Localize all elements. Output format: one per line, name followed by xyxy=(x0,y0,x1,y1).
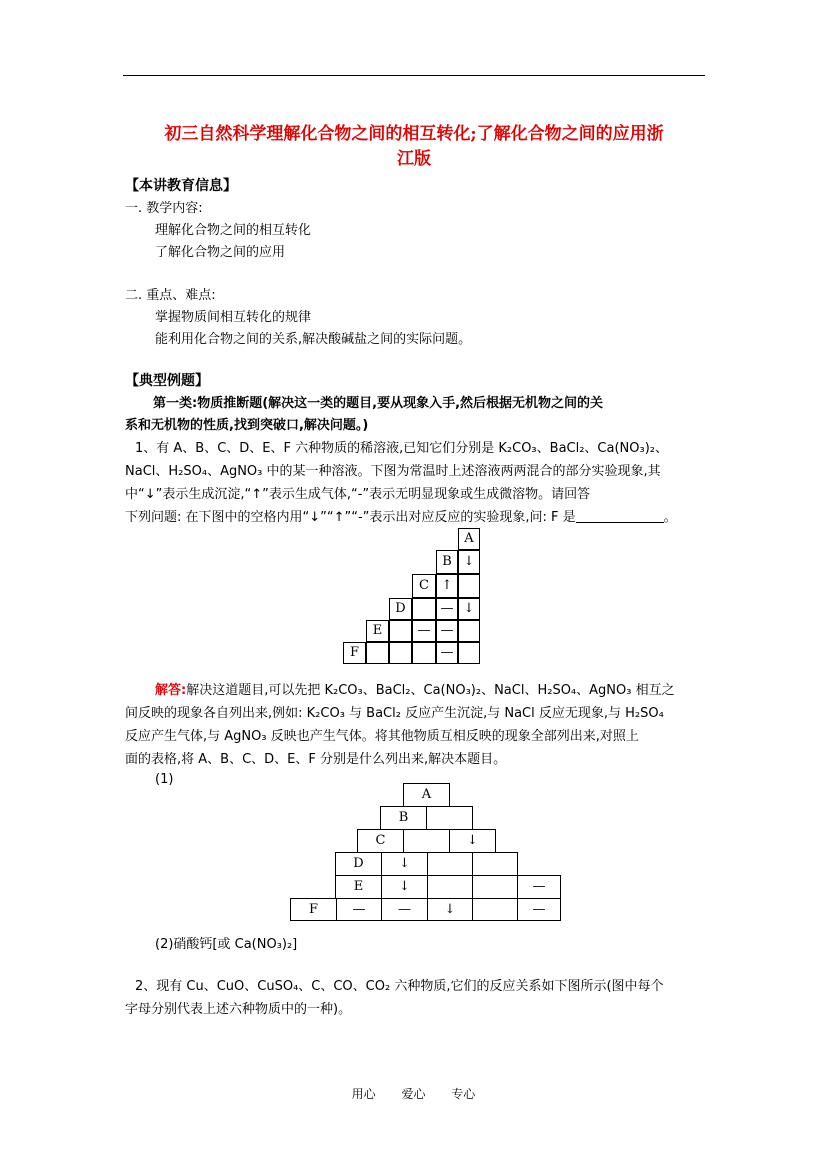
part2-answer: (2)硝酸钙[或 Ca(NO₃)₂] xyxy=(155,937,298,952)
table2-cell-d-b xyxy=(427,852,473,876)
table1-cell-c-a xyxy=(458,574,480,598)
answer-line4: 面的表格,将 A、B、C、D、E、F 分别是什么列出来,解决本题目。 xyxy=(125,752,507,767)
table2-mark-f-b: ↓ xyxy=(427,898,473,921)
table1-cell-e-d xyxy=(389,620,412,642)
category1-line1: 第一类:物质推断题(解决这一类的题目,要从现象入手,然后根据无机物之间的关 xyxy=(153,396,604,411)
q1-line3: 中“↓”表示生成沉淀,“↑”表示生成气体,“-”表示无明显现象或生成微溶物。请回答 xyxy=(125,487,591,502)
answer-line1 xyxy=(155,679,675,698)
table1-cell-d-c xyxy=(412,598,436,620)
item1-label: 一. 教学内容: xyxy=(125,201,203,216)
table1-cell-f-a xyxy=(458,642,480,664)
table1-mark-b-a: ↓ xyxy=(458,550,480,574)
table2-mark-f-a: — xyxy=(517,898,561,921)
section-heading-info: 【本讲教育信息】 xyxy=(125,178,237,194)
page-footer: 用心 爱心 专心 xyxy=(351,1087,476,1101)
table2-label-f: F xyxy=(290,898,337,921)
table2-cell-b-a xyxy=(426,806,473,830)
table1-mark-c-b: ↑ xyxy=(436,574,458,598)
table1-mark-f-b: — xyxy=(436,642,458,664)
table2-cell-d-a xyxy=(472,852,518,876)
answer-line1-text: 解决这道题目,可以先把 K₂CO₃、BaCl₂、Ca(NO₃)₂、NaCl、H₂SO₄、AgNO₃ 相互之 xyxy=(186,683,675,698)
table2-mark-e-c: ↓ xyxy=(381,875,428,899)
table1-cell-f-e xyxy=(366,642,389,664)
item2-line2: 能利用化合物之间的关系,解决酸碱盐之间的实际问题。 xyxy=(155,332,472,347)
answer-blank xyxy=(576,508,664,523)
q1-line4-text: 下列问题: 在下图中的空格内用“↓”“↑”“-”表示出对应反应的实验现象,问: F 是 xyxy=(125,510,576,525)
item2-line1: 掌握物质间相互转化的规律 xyxy=(155,310,312,325)
part1-label: (1) xyxy=(155,772,174,787)
q1-line4 xyxy=(125,506,677,525)
q2-line1: 2、现有 Cu、CuO、CuSO₄、C、CO、CO₂ 六种物质,它们的反应关系如下图所示(图中每个 xyxy=(135,979,664,994)
table1-cell-f-d xyxy=(389,642,412,664)
header-rule xyxy=(123,75,705,76)
q1-end: 。 xyxy=(663,510,677,525)
q2-line2: 字母分别代表上述六种物质中的一种)。 xyxy=(125,1002,352,1017)
item1-line2: 了解化合物之间的应用 xyxy=(155,245,286,260)
table1-label-a: A xyxy=(458,528,480,550)
table1-label-b: B xyxy=(436,550,458,574)
table2-label-a: A xyxy=(403,783,450,807)
table1-label-f: F xyxy=(343,642,366,664)
table1-cell-f-c xyxy=(412,642,436,664)
table2-cell-e-b xyxy=(427,875,473,899)
table2-label-d: D xyxy=(335,852,382,876)
document-title: 初三自然科学理解化合物之间的相互转化;了解化合物之间的应用浙 江版 xyxy=(164,124,664,169)
q1-line2: NaCl、H₂SO₄、AgNO₃ 中的某一种溶液。下图为常温时上述溶液两两混合的部分实验现象,其 xyxy=(125,464,661,479)
table1-label-e: E xyxy=(366,620,389,642)
table2-cell-e-x xyxy=(472,875,518,899)
section-heading-examples: 【典型例题】 xyxy=(125,373,209,389)
table1-mark-e-c: — xyxy=(412,620,436,642)
table1-label-c: C xyxy=(412,574,436,598)
table2-mark-f-d: — xyxy=(381,898,428,921)
table1-mark-d-a: ↓ xyxy=(458,598,480,620)
table2-cell-c-b xyxy=(403,829,450,853)
table1-mark-d-b: — xyxy=(436,598,458,620)
category1-line2: 系和无机物的性质,找到突破口,解决问题。) xyxy=(125,418,369,433)
table2-cell-f-x xyxy=(472,898,518,921)
table1-cell-e-a xyxy=(458,620,480,642)
q1-line1: 1、有 A、B、C、D、E、F 六种物质的稀溶液,已知它们分别是 K₂CO₃、BaCl₂、Ca(NO₃)₂、 xyxy=(135,441,669,456)
table2-mark-c-a: ↓ xyxy=(449,829,496,853)
table2-label-b: B xyxy=(380,806,427,830)
table2-mark-f-e: — xyxy=(336,898,382,921)
item2-label: 二. 重点、难点: xyxy=(125,288,216,303)
item1-line1: 理解化合物之间的相互转化 xyxy=(155,223,312,238)
table2-label-e: E xyxy=(335,875,382,899)
table1-label-d: D xyxy=(389,598,412,620)
answer-line2: 间反映的现象各自列出来,例如: K₂CO₃ 与 BaCl₂ 反应产生沉淀,与 NaCl 反应无现象,与 H₂SO₄ xyxy=(125,706,664,721)
table2-mark-d-c: ↓ xyxy=(381,852,428,876)
answer-label: 解答: xyxy=(155,683,187,698)
table2-mark-e-a: — xyxy=(517,875,561,899)
answer-line3: 反应产生气体,与 AgNO₃ 反映也产生气体。将其他物质互相反映的现象全部列出来,对照上 xyxy=(125,729,639,744)
table1-mark-e-b: — xyxy=(436,620,458,642)
table2-label-c: C xyxy=(357,829,404,853)
